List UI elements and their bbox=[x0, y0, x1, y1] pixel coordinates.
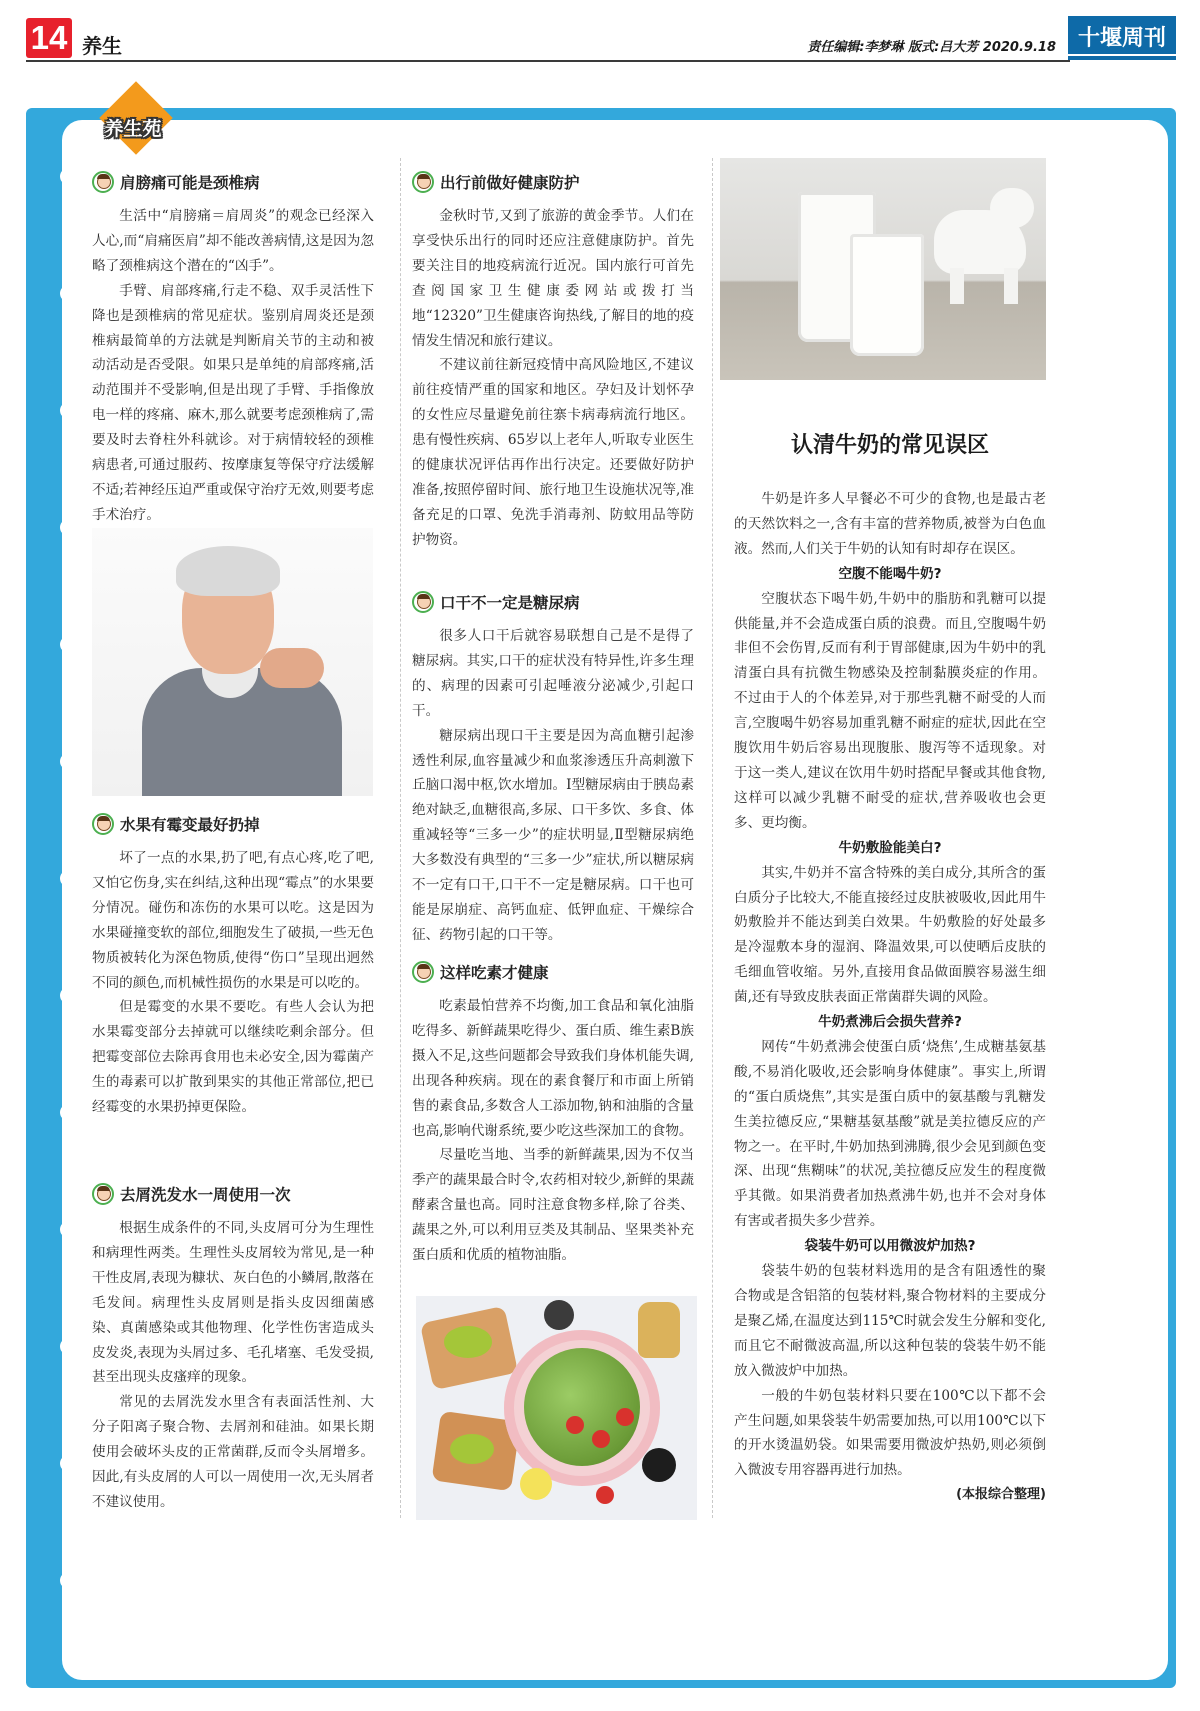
man-holding-shoulder-photo bbox=[92, 528, 373, 796]
column-left-top bbox=[92, 168, 374, 528]
article-title: 出行前做好健康防护 bbox=[440, 174, 580, 192]
column-middle-top bbox=[412, 168, 694, 553]
feature-title: 认清牛奶的常见误区 bbox=[790, 432, 989, 458]
column-right bbox=[734, 428, 1046, 1502]
article-heading bbox=[92, 168, 374, 196]
article-paragraph: 吃素最怕营养不均衡,加工食品和氧化油脂吃得多、新鲜蔬果吃得少、蛋白质、维生素B族摄入不足,这些问题都会导致我们身体机能失调,出现各种疾病。现在的素食餐厅和市面上所销售的素食品,多数含人工添加物,钠和油脂的含量也高,影响代谢系统,要少吃这些深加工的食物。 bbox=[412, 998, 694, 1139]
doctor-avatar-icon bbox=[412, 961, 434, 983]
article-title: 去屑洗发水一周使用一次 bbox=[120, 1186, 291, 1204]
column-divider bbox=[400, 158, 401, 1518]
source-note: (本报综合整理) bbox=[956, 1487, 1046, 1503]
article-paragraph: 坏了一点的水果,扔了吧,有点心疼,吃了吧,又怕它伤身,实在纠结,这种出现“霉点”的水果要分情况。碰伤和冻伤的水果可以吃。这是因为水果碰撞变软的部位,细胞发生了破损,一些无色物质被转化为深色物质,使得“伤口”呈现出迥然不同的颜色,而机械性损伤的水果是可以吃的。 bbox=[92, 850, 374, 991]
header-divider bbox=[26, 60, 1070, 62]
section-subheading: 袋装牛奶可以用微波炉加热? bbox=[804, 1238, 976, 1255]
article-title: 这样吃素才健康 bbox=[440, 964, 549, 982]
article-title: 口干不一定是糖尿病 bbox=[440, 594, 580, 612]
article-paragraph: 不建议前往新冠疫情中高风险地区,不建议前往疫情严重的国家和地区。孕妇及计划怀孕的女性应尽量避免前往寨卡病毒病流行地区。患有慢性疾病、65岁以上老年人,听取专业医生的健康状况评估再作出行决定。还要做好防护准备,按照停留时间、旅行地卫生设施状况等,准备充足的口罩、免洗手消毒剂、防蚊用品等防护物资。 bbox=[412, 357, 694, 548]
doctor-avatar-icon bbox=[92, 171, 114, 193]
article-paragraph: 常见的去屑洗发水里含有表面活性剂、大分子阳离子聚合物、去屑剂和硅油。如果长期使用会破坏头皮的正常菌群,反而令头屑增多。因此,有头皮屑的人可以一周使用一次,无头屑者不建议使用。 bbox=[92, 1394, 374, 1510]
doctor-avatar-icon bbox=[92, 813, 114, 835]
article-heading bbox=[412, 168, 694, 196]
article-paragraph: 网传“牛奶煮沸会使蛋白质‘烧焦’,生成糖基氨基酸,不易消化吸收,还会影响身体健康”。事实上,所谓的“蛋白质烧焦”,其实是蛋白质中的氨基酸与乳糖发生美拉德反应,“果糖基氨基酸”就是美拉德反应的产物之一。在平时,牛奶加热到沸腾,很少会见到颜色变深、出现“焦糊味”的状况,美拉德反应发生的程度微乎其微。如果消费者加热煮沸牛奶,也并不会对身体有害或者损失多少营养。 bbox=[734, 1038, 1046, 1230]
column-middle-second bbox=[412, 588, 694, 948]
article-paragraph: 其实,牛奶并不富含特殊的美白成分,其所含的蛋白质分子比较大,不能直接经过皮肤被吸收,因此用牛奶敷脸并不能达到美白效果。牛奶敷脸的好处最多是冷湿敷本身的湿润、降温效果,可以使晒后皮肤的毛细血管收缩。另外,直接用食品做面膜容易滋生细菌,还有导致皮肤表面正常菌群失调的风险。 bbox=[734, 864, 1046, 1006]
article-heading bbox=[92, 1180, 374, 1208]
article-paragraph: 根据生成条件的不同,头皮屑可分为生理性和病理性两类。生理性头皮屑较为常见,是一种干性皮屑,表现为糠状、灰白色的小鳞屑,散落在毛发间。病理性头皮屑则是指头皮因细菌感染、真菌感染或其他物理、化学性伤害造成头皮发炎,表现为头屑过多、毛孔堵塞、毛发受损,甚至出现头皮瘙痒的现象。 bbox=[92, 1220, 374, 1386]
column-divider bbox=[712, 158, 713, 1518]
article-paragraph: 手臂、肩部疼痛,行走不稳、双手灵活性下降也是颈椎病的常见症状。鉴别肩周炎还是颈椎病最简单的方法就是判断肩关节的主动和被动活动是否受限。如果只是单纯的肩部疼痛,活动范围并不受影响,但是出现了手臂、手指像放电一样的疼痛、麻木,那么就要考虑颈椎病了,需要及时去脊柱外科就诊。对于病情较轻的颈椎病患者,可通过服药、按摩康复等保守疗法缓解不适;若神经压迫严重或保守治疗无效,则要考虑手术治疗。 bbox=[92, 282, 374, 523]
article-paragraph: 一般的牛奶包装材料只要在100℃以下都不会产生问题,如果袋装牛奶需要加热,可以用100℃以下的开水烫温奶袋。如果需要用微波炉热奶,则必须倒入微波专用容器再进行加热。 bbox=[734, 1387, 1046, 1479]
article-title: 水果有霉变最好扔掉 bbox=[120, 816, 260, 834]
article-title: 肩膀痛可能是颈椎病 bbox=[120, 174, 260, 192]
column-badge bbox=[96, 88, 168, 160]
column-middle-third bbox=[412, 958, 694, 1268]
article-heading bbox=[412, 588, 694, 616]
section-name: 养生 bbox=[82, 34, 122, 58]
column-left-middle bbox=[92, 810, 374, 1120]
article-paragraph: 尽量吃当地、当季的新鲜蔬果,因为不仅当季产的蔬果最合时令,农药相对较少,新鲜的果蔬酵素含量也高。同时注意食物多样,除了谷类、蔬果之外,可以利用豆类及其制品、坚果类补充蛋白质和优质的植物油脂。 bbox=[412, 1147, 694, 1264]
article-paragraph: 袋装牛奶的包装材料选用的是含有阻透性的聚合物或是含铝箔的包装材料,聚合物材料的主要成分是聚乙烯,在温度达到115℃时就会发生分解和变化,而且它不耐微波高温,所以这种包装的袋装牛奶不能放入微波炉中加热。 bbox=[734, 1263, 1046, 1379]
section-subheading: 空腹不能喝牛奶? bbox=[838, 565, 942, 582]
article-heading bbox=[412, 958, 694, 986]
page-header bbox=[26, 16, 1176, 66]
masthead-logo: 十堰周刊 bbox=[1068, 16, 1176, 54]
article-heading bbox=[92, 810, 374, 838]
badge-label: 养生苑 bbox=[104, 118, 162, 140]
page-number: 14 bbox=[26, 18, 72, 58]
section-subheading: 牛奶敷脸能美白? bbox=[838, 839, 942, 856]
doctor-avatar-icon bbox=[412, 171, 434, 193]
doctor-avatar-icon bbox=[412, 591, 434, 613]
article-paragraph: 空腹状态下喝牛奶,牛奶中的脂肪和乳糖可以提供能量,并不会造成蛋白质的浪费。而且,空腹喝牛奶非但不会伤胃,反而有利于胃部健康,因为牛奶中的乳清蛋白具有抗微生物感染及控制黏膜炎症的作用。不过由于人的个体差异,对于那些乳糖不耐受的人而言,空腹喝牛奶容易加重乳糖不耐症的症状,因此在空腹饮用牛奶后容易出现腹胀、腹泻等不适现象。对于这一类人,建议在饮用牛奶时搭配早餐或其他食物,这样可以减少乳糖不耐受的症状,营养吸收也会更多、更均衡。 bbox=[734, 590, 1046, 831]
article-paragraph: 糖尿病出现口干主要是因为高血糖引起渗透性利尿,血容量减少和血浆渗透压升高刺激下丘脑口渴中枢,饮水增加。Ⅰ型糖尿病由于胰岛素绝对缺乏,血糖很高,多尿、口干多饮、多食、体重减轻等“三多一少”的症状明显,Ⅱ型糖尿病绝大多数没有典型的“三多一少”症状,所以糖尿病不一定有口干,口干不一定是糖尿病。口干也可能是尿崩症、高钙血症、低钾血症、干燥综合征、药物引起的口干等。 bbox=[412, 727, 694, 943]
article-paragraph: 牛奶是许多人早餐必不可少的食物,也是最古老的天然饮料之一,含有丰富的营养物质,被誉为白色血液。然而,人们关于牛奶的认知有时却存在误区。 bbox=[734, 491, 1046, 557]
article-paragraph: 但是霉变的水果不要吃。有些人会认为把水果霉变部分去掉就可以继续吃剩余部分。但把霉变部位去除再食用也未必安全,因为霉菌产生的毒素可以扩散到果实的其他正常部位,把已经霉变的水果扔掉更保险。 bbox=[92, 999, 374, 1116]
salad-bowl-photo bbox=[416, 1296, 697, 1520]
section-subheading: 牛奶煮沸后会损失营养? bbox=[818, 1014, 962, 1031]
article-paragraph: 生活中“肩膀痛＝肩周炎”的观念已经深入人心,而“肩痛医肩”却不能改善病情,这是因为忽略了颈椎病这个潜在的“凶手”。 bbox=[92, 208, 374, 274]
article-paragraph: 金秋时节,又到了旅游的黄金季节。人们在享受快乐出行的同时还应注意健康防护。首先要关注目的地疫病流行近况。国内旅行可首先查阅国家卫生健康委网站或拨打当地“12320”卫生健康咨询热线,了解目的地的疫情发生情况和旅行建议。 bbox=[412, 208, 694, 349]
milk-glasses-and-cow-jug-photo bbox=[720, 158, 1046, 380]
editor-credits: 责任编辑:李梦琳 版式:吕大芳 2020.9.18 bbox=[807, 40, 1056, 55]
article-paragraph: 很多人口干后就容易联想自己是不是得了糖尿病。其实,口干的症状没有特异性,许多生理的、病理的因素可引起唾液分泌减少,引起口干。 bbox=[412, 628, 694, 719]
column-left-bottom bbox=[92, 1180, 374, 1515]
doctor-avatar-icon bbox=[92, 1183, 114, 1205]
